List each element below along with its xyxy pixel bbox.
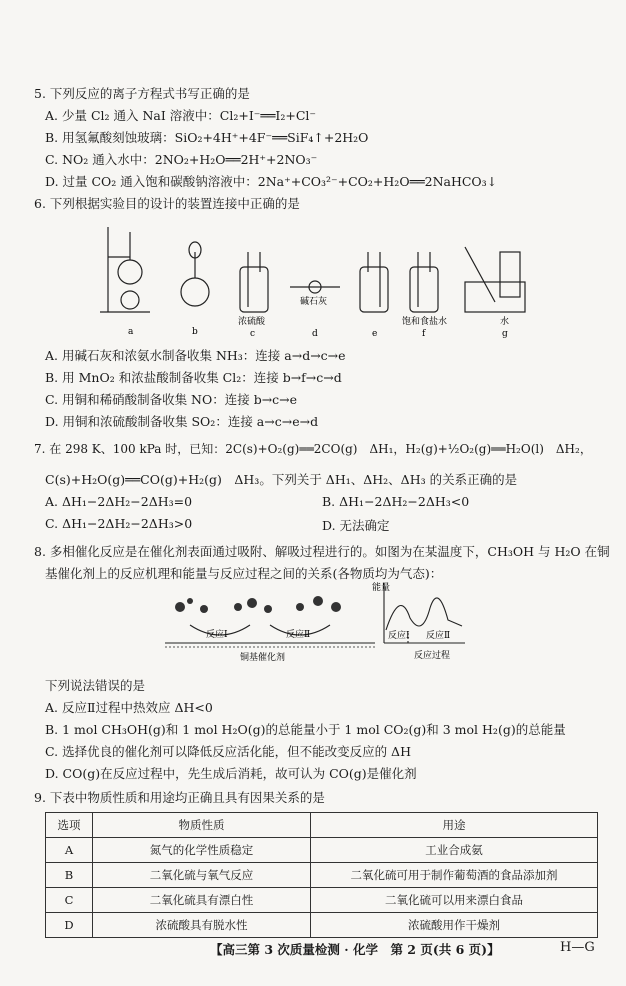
cell-use: 二氧化硫可用于制作葡萄酒的食品添加剂 xyxy=(311,863,598,888)
cell-option: B xyxy=(46,863,93,888)
mech-label-r1: 反应Ⅰ xyxy=(206,630,228,640)
cell-property: 浓硫酸具有脱水性 xyxy=(93,913,311,938)
table-row xyxy=(46,838,598,863)
q6-stem: 6. 下列根据实验目的设计的装置连接中正确的是 xyxy=(34,196,300,211)
cell-option: C xyxy=(46,888,93,913)
q5-option-c: C. NO₂ 通入水中：2NO₂+H₂O══2H⁺+2NO₃⁻ xyxy=(45,152,318,167)
mechanism-figure xyxy=(160,585,380,665)
page-footer: 【高三第 3 次质量检测 · 化学 第 2 页(共 6 页)】 xyxy=(210,942,500,957)
cell-property: 二氧化硫与氧气反应 xyxy=(93,863,311,888)
label-saturated-brine: 饱和食盐水 xyxy=(402,317,448,327)
mech-label-r2: 反应Ⅱ xyxy=(286,630,311,640)
q8-stem-line2: 基催化剂上的反应机理和能量与反应过程之间的关系(各物质均为气态)： xyxy=(45,566,443,581)
cell-property: 氮气的化学性质稳定 xyxy=(93,838,311,863)
q8-option-b: B. 1 mol CH₃OH(g)和 1 mol H₂O(g)的总能量小于 1 mol CO₂(g)和 3 mol H₂(g)的总能量 xyxy=(45,722,566,737)
cell-option: A xyxy=(46,838,93,863)
q9-table xyxy=(45,812,598,938)
header-property: 物质性质 xyxy=(93,813,311,838)
label-water: 水 xyxy=(500,317,510,327)
q7-option-b: B. ΔH₁−2ΔH₂−2ΔH₃<0 xyxy=(322,494,470,509)
cell-use: 二氧化硫可以用来漂白食品 xyxy=(311,888,598,913)
label-b: b xyxy=(192,327,198,337)
table-header-row xyxy=(46,813,598,838)
q9-stem: 9. 下表中物质性质和用途均正确且具有因果关系的是 xyxy=(34,790,325,805)
energy-diagram xyxy=(370,578,470,668)
table-row xyxy=(46,913,598,938)
label-e: e xyxy=(372,329,378,339)
energy-xlabel: 反应过程 xyxy=(414,651,451,661)
q7-stem-line1: 7. 在 298 K、100 kPa 时，已知：2C(s)+O₂(g)══2CO(g) ΔH₁，H₂(g)+½O₂(g)══H₂O(l) ΔH₂， xyxy=(34,442,592,456)
label-c: c xyxy=(250,329,256,339)
q8-option-a: A. 反应Ⅱ过程中热效应 ΔH<0 xyxy=(45,700,213,715)
q8-option-c: C. 选择优良的催化剂可以降低反应活化能，但不能改变反应的 ΔH xyxy=(45,744,411,759)
q7-option-c: C. ΔH₁−2ΔH₂−2ΔH₃>0 xyxy=(45,516,193,531)
label-f: f xyxy=(422,329,426,339)
q7-stem-line2: C(s)+H₂O(g)══CO(g)+H₂(g) ΔH₃。下列关于 ΔH₁、ΔH₂、ΔH₃ 的关系正确的是 xyxy=(45,472,518,487)
label-g: g xyxy=(502,329,508,339)
q7-option-d: D. 无法确定 xyxy=(322,518,390,533)
cell-option: D xyxy=(46,913,93,938)
q8-ask: 下列说法错误的是 xyxy=(45,678,146,693)
table-row xyxy=(46,888,598,913)
mech-label-catalyst: 铜基催化剂 xyxy=(240,653,286,663)
label-soda-lime: 碱石灰 xyxy=(300,297,328,307)
q8-stem-line1: 8. 多相催化反应是在催化剂表面通过吸附、解吸过程进行的。如图为在某温度下，CH₃OH 与 H₂O 在铜 xyxy=(34,544,610,559)
table-row xyxy=(46,863,598,888)
paper-code: H—G xyxy=(560,940,595,955)
q5-stem: 5. 下列反应的离子方程式书写正确的是 xyxy=(34,86,250,101)
q6-option-a: A. 用碱石灰和浓氨水制备收集 NH₃：连接 a→d→c→e xyxy=(45,348,346,363)
q5-option-b: B. 用氢氟酸刻蚀玻璃：SiO₂+4H⁺+4F⁻══SiF₄↑+2H₂O xyxy=(45,130,369,145)
label-conc-sulfuric: 浓硫酸 xyxy=(238,317,266,327)
cell-use: 工业合成氨 xyxy=(311,838,598,863)
q6-option-c: C. 用铜和稀硝酸制备收集 NO：连接 b→c→e xyxy=(45,392,298,407)
energy-curve-label-1: 反应Ⅰ xyxy=(388,631,410,641)
header-use: 用途 xyxy=(311,813,598,838)
energy-curve-label-2: 反应Ⅱ xyxy=(426,631,451,641)
apparatus-figure xyxy=(90,212,550,342)
q5-option-a: A. 少量 Cl₂ 通入 NaI 溶液中：Cl₂+I⁻══I₂+Cl⁻ xyxy=(45,108,316,123)
q8-option-d: D. CO(g)在反应过程中，先生成后消耗，故可认为 CO(g)是催化剂 xyxy=(45,766,417,781)
q6-option-d: D. 用铜和浓硫酸制备收集 SO₂：连接 a→c→e→d xyxy=(45,414,319,429)
q6-option-b: B. 用 MnO₂ 和浓盐酸制备收集 Cl₂：连接 b→f→c→d xyxy=(45,370,342,385)
energy-ylabel: 能量 xyxy=(372,583,391,593)
q5-option-d: D. 过量 CO₂ 通入饱和碳酸钠溶液中：2Na⁺+CO₃²⁻+CO₂+H₂O══2NaHCO₃↓ xyxy=(45,174,498,189)
label-d: d xyxy=(312,329,318,339)
cell-use: 浓硫酸用作干燥剂 xyxy=(311,913,598,938)
header-option: 选项 xyxy=(46,813,93,838)
label-a: a xyxy=(128,327,134,337)
q7-option-a: A. ΔH₁−2ΔH₂−2ΔH₃=0 xyxy=(45,494,193,509)
cell-property: 二氧化硫具有漂白性 xyxy=(93,888,311,913)
